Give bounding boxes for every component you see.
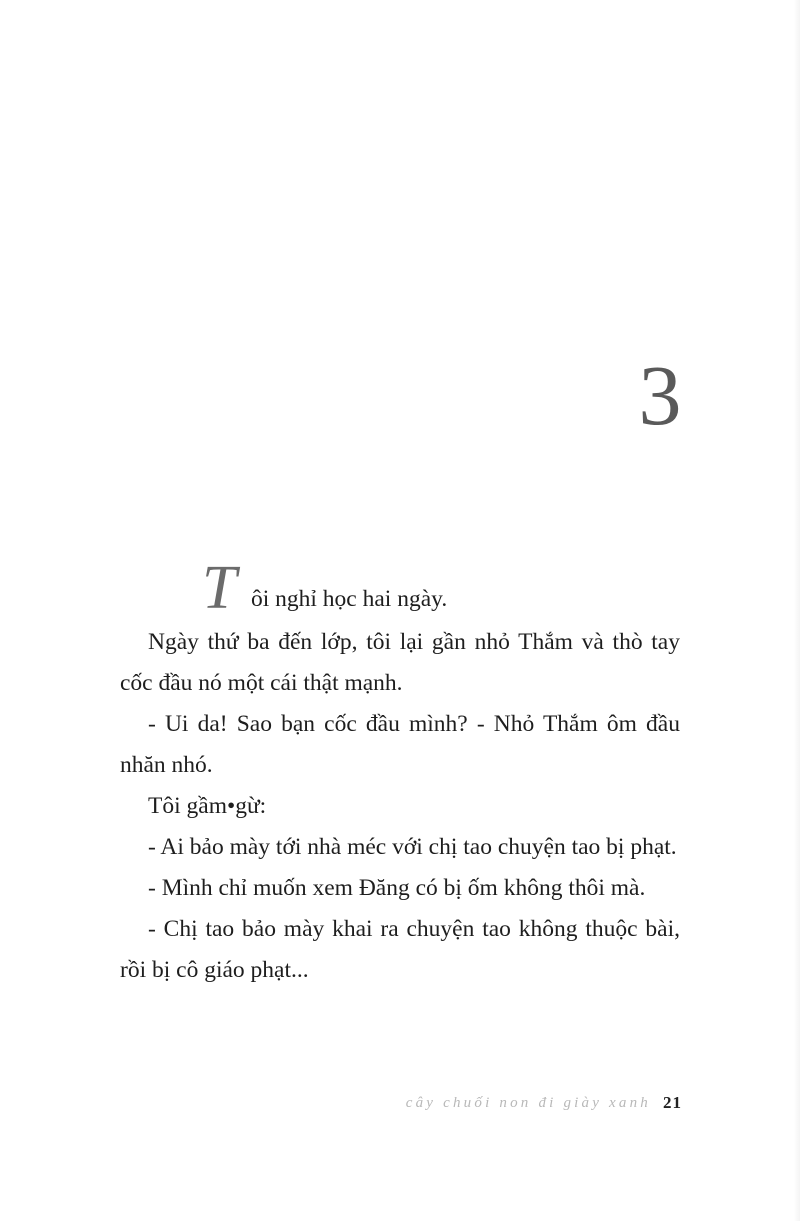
- dialogue-paragraph: - Ai bảo mày tới nhà méc với chị tao chuyện tao bị phạt.: [148, 834, 677, 860]
- page-number: 21: [663, 1093, 682, 1112]
- page-edge: [794, 0, 800, 1221]
- paragraph: Ngày thứ ba đến lớp, tôi lại gần nhỏ Thắm và thò tay cốc đầu nó một cái thật mạnh.: [120, 629, 680, 696]
- dialogue-paragraph: - Chị tao bảo mày khai ra chuyện tao không thuộc bài, rồi bị cô giáo phạt...: [120, 916, 680, 983]
- chapter-number: 3: [638, 347, 682, 443]
- paragraph: Tôi gầm•gừ:: [148, 793, 267, 819]
- drop-cap: T: [202, 554, 237, 622]
- dialogue-paragraph: - Ui da! Sao bạn cốc đầu mình? - Nhỏ Thắm ôm đầu nhăn nhó.: [120, 711, 680, 778]
- running-title: cây chuối non đi giày xanh: [405, 1094, 651, 1111]
- opening-line: ôi nghỉ học hai ngày.: [251, 586, 448, 612]
- dialogue-paragraph: - Mình chỉ muốn xem Đăng có bị ốm không thôi mà.: [148, 875, 646, 901]
- page-footer: [380, 1090, 682, 1116]
- chapter-body: [120, 554, 680, 991]
- opening-paragraph: [120, 554, 680, 622]
